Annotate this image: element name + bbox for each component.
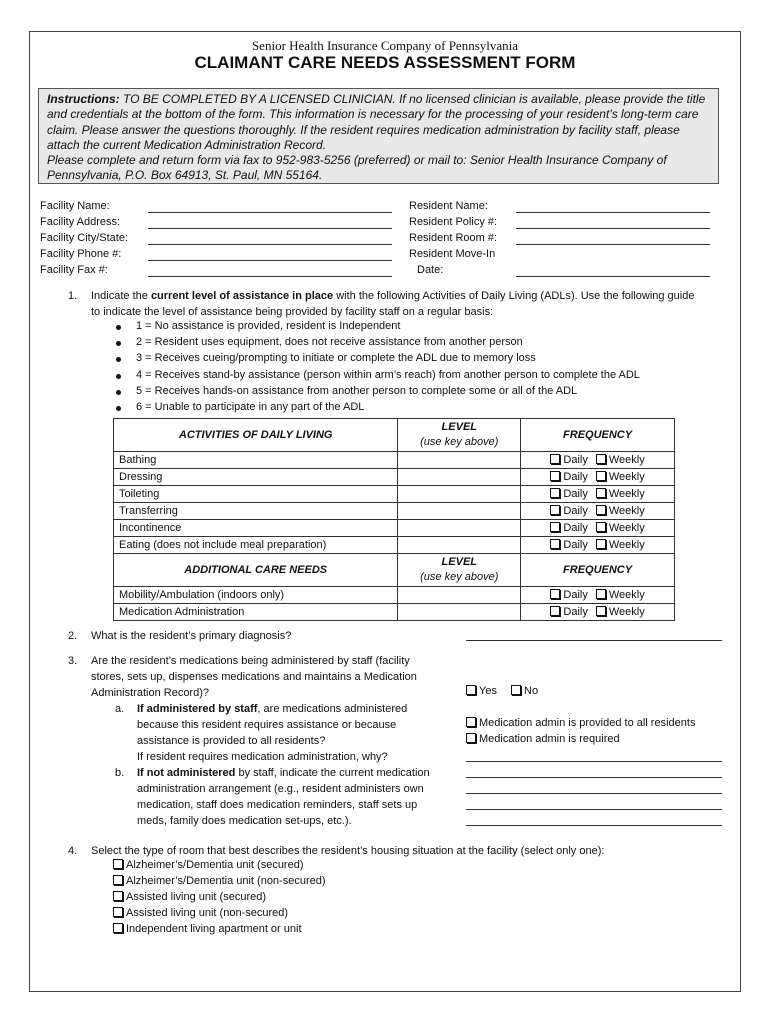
- daily-checkbox[interactable]: [550, 471, 560, 481]
- daily-checkbox[interactable]: [550, 488, 560, 498]
- facility-name-field[interactable]: [148, 212, 392, 213]
- daily-checkbox[interactable]: [550, 505, 560, 515]
- q4-number: 4.: [68, 845, 78, 857]
- key-item: 4 = Receives stand-by assistance (person within arm’s reach) from another person to complete the ADL: [136, 369, 640, 381]
- q2-number: 2.: [68, 630, 78, 642]
- care-need-name: Mobility/Ambulation (indoors only): [114, 587, 398, 604]
- facility-fax-field[interactable]: [148, 276, 392, 277]
- yes-option[interactable]: Yes: [466, 685, 497, 697]
- frequency-column-header: FREQUENCY: [521, 554, 675, 587]
- key-item: 2 = Resident uses equipment, does not receive assistance from another person: [136, 336, 523, 348]
- weekly-checkbox[interactable]: [596, 589, 606, 599]
- weekly-checkbox[interactable]: [596, 488, 606, 498]
- q3b-line2: administration arrangement (e.g., resident administers own: [137, 783, 424, 795]
- q3-line2: stores, sets up, dispenses medications and maintains a Medication: [91, 671, 417, 683]
- q3b-line1: If not administered by staff, indicate the current medication: [137, 767, 430, 779]
- level-cell[interactable]: [398, 452, 521, 469]
- q3a-line3: assistance is provided to all residents?: [137, 735, 326, 747]
- q1-bold: current level of assistance in place: [150, 290, 334, 302]
- level-cell[interactable]: [398, 537, 521, 554]
- key-item: 5 = Receives hands-on assistance from another person to complete some or all of the ADL: [136, 385, 577, 397]
- resident-movein-label: Resident Move-In: [409, 248, 496, 260]
- daily-checkbox[interactable]: [550, 522, 560, 532]
- form-title: CLAIMANT CARE NEEDS ASSESSMENT FORM: [194, 53, 576, 72]
- level-cell[interactable]: [398, 587, 521, 604]
- resident-movein-date-label: Date:: [417, 264, 444, 276]
- resident-policy-field[interactable]: [516, 228, 710, 229]
- yes-checkbox[interactable]: [466, 685, 476, 695]
- room-checkbox[interactable]: [113, 875, 123, 885]
- level-cell[interactable]: [398, 604, 521, 621]
- q1-number: 1.: [68, 290, 78, 302]
- room-option[interactable]: Alzheimer’s/Dementia unit (secured): [113, 859, 304, 871]
- no-checkbox[interactable]: [511, 685, 521, 695]
- frequency-column-header: FREQUENCY: [521, 419, 675, 452]
- table-row: Bathing Daily Weekly: [114, 452, 675, 469]
- q3-number: 3.: [68, 655, 78, 667]
- adl-header-row: [114, 419, 675, 452]
- admin-why-field[interactable]: [466, 761, 722, 762]
- facility-city-label: Facility City/State:: [40, 232, 129, 244]
- q4-text: Select the type of room that best describes the resident’s housing situation at the facility (select only one):: [91, 845, 605, 857]
- additional-header-row: [114, 554, 675, 587]
- arrangement-field-2[interactable]: [466, 793, 722, 794]
- table-row: Toileting Daily Weekly: [114, 486, 675, 503]
- key-item: 6 = Unable to participate in any part of the ADL: [136, 401, 364, 413]
- adl-name: Toileting: [114, 486, 398, 503]
- q3-line3: Administration Record)?: [91, 687, 209, 699]
- facility-phone-label: Facility Phone #:: [40, 248, 122, 260]
- weekly-checkbox[interactable]: [596, 454, 606, 464]
- resident-room-label: Resident Room #:: [409, 232, 498, 244]
- level-cell[interactable]: [398, 503, 521, 520]
- adl-name: Incontinence: [114, 520, 398, 537]
- weekly-checkbox[interactable]: [596, 539, 606, 549]
- table-row: Incontinence Daily Weekly: [114, 520, 675, 537]
- room-checkbox[interactable]: [113, 891, 123, 901]
- room-option[interactable]: Alzheimer’s/Dementia unit (non-secured): [113, 875, 326, 887]
- q3b-line4: meds, family does medication set-ups, etc.).: [137, 815, 352, 827]
- adl-name: Bathing: [114, 452, 398, 469]
- room-checkbox[interactable]: [113, 923, 123, 933]
- facility-address-field[interactable]: [148, 228, 392, 229]
- level-cell[interactable]: [398, 469, 521, 486]
- arrangement-field-1[interactable]: [466, 777, 722, 778]
- care-need-name: Medication Administration: [114, 604, 398, 621]
- daily-checkbox[interactable]: [550, 454, 560, 464]
- arrangement-field-4[interactable]: [466, 825, 722, 826]
- room-option[interactable]: Independent living apartment or unit: [113, 923, 302, 935]
- no-option[interactable]: No: [511, 685, 538, 697]
- instructions-label: Instructions:: [47, 92, 120, 106]
- facility-city-field[interactable]: [148, 244, 392, 245]
- table-row: Mobility/Ambulation (indoors only) Daily Weekly: [114, 587, 675, 604]
- adl-name: Dressing: [114, 469, 398, 486]
- level-cell[interactable]: [398, 486, 521, 503]
- q1-text-line2: to indicate the level of assistance being provided by facility staff on a regular basis:: [91, 306, 494, 318]
- adl-column-header: ACTIVITIES OF DAILY LIVING: [114, 419, 398, 452]
- facility-phone-field[interactable]: [148, 260, 392, 261]
- admin-required-option[interactable]: Medication admin is required: [466, 733, 620, 745]
- weekly-checkbox[interactable]: [596, 522, 606, 532]
- resident-room-field[interactable]: [516, 244, 710, 245]
- resident-name-label: Resident Name:: [409, 200, 488, 212]
- admin-required-checkbox[interactable]: [466, 733, 476, 743]
- q3b-line3: medication, staff does medication reminders, staff sets up: [137, 799, 418, 811]
- room-checkbox[interactable]: [113, 859, 123, 869]
- admin-all-checkbox[interactable]: [466, 717, 476, 727]
- level-column-header: LEVEL (use key above): [398, 554, 521, 587]
- adl-name: Transferring: [114, 503, 398, 520]
- q1-text: [91, 288, 731, 304]
- instructions-text: TO BE COMPLETED BY A LICENSED CLINICIAN. If no licensed clinician is available, please provide the title and credentials at the bottom of the form. This information is necessary for the processing of your resident’s long-term care claim. Please answer the questions thoroughly. If the resident requires medication administration by facility staff, please attach the current Medication Administration Record.: [47, 92, 706, 152]
- arrangement-field-3[interactable]: [466, 809, 722, 810]
- daily-checkbox[interactable]: [550, 539, 560, 549]
- q3a-line4: If resident requires medication administration, why?: [137, 751, 388, 763]
- adl-table: [113, 418, 675, 621]
- daily-checkbox[interactable]: [550, 589, 560, 599]
- key-item: 1 = No assistance is provided, resident is Independent: [136, 320, 400, 332]
- level-column-header: LEVEL (use key above): [398, 419, 521, 452]
- weekly-checkbox[interactable]: [596, 505, 606, 515]
- q1-pre: Indicate the: [91, 290, 151, 302]
- key-item: 3 = Receives cueing/prompting to initiate or complete the ADL due to memory loss: [136, 352, 536, 364]
- company-name: Senior Health Insurance Company of Pennsylvania: [251, 38, 519, 53]
- q3a-label: a.: [115, 703, 125, 715]
- q3b-label: b.: [115, 767, 125, 779]
- resident-name-field[interactable]: [516, 212, 710, 213]
- instructions-return-text: Please complete and return form via fax to 952-983-5256 (preferred) or mail to: Senior Health Insurance Company of Pennsylvania, P.O. Box 64913, St. Paul, MN 55164.: [47, 153, 667, 183]
- facility-address-label: Facility Address:: [40, 216, 121, 228]
- weekly-checkbox[interactable]: [596, 606, 606, 616]
- resident-policy-label: Resident Policy #:: [409, 216, 498, 228]
- table-row: Transferring Daily Weekly: [114, 503, 675, 520]
- q3a-line2: because this resident requires assistance or because: [137, 719, 397, 731]
- q2-text: What is the resident’s primary diagnosis?: [91, 630, 292, 642]
- diagnosis-field[interactable]: [466, 640, 722, 641]
- daily-checkbox[interactable]: [550, 606, 560, 616]
- instructions-box: [38, 88, 719, 184]
- table-row: Dressing Daily Weekly: [114, 469, 675, 486]
- weekly-checkbox[interactable]: [596, 471, 606, 481]
- room-option[interactable]: Assisted living unit (non-secured): [113, 907, 288, 919]
- q3a-line1: If administered by staff, are medications administered: [137, 703, 408, 715]
- table-row: Eating (does not include meal preparation) Daily Weekly: [114, 537, 675, 554]
- table-row: Medication Administration Daily Weekly: [114, 604, 675, 621]
- facility-fax-label: Facility Fax #:: [40, 264, 108, 276]
- adl-name: Eating (does not include meal preparation): [114, 537, 398, 554]
- admin-all-option[interactable]: Medication admin is provided to all residents: [466, 717, 695, 729]
- level-cell[interactable]: [398, 520, 521, 537]
- room-option[interactable]: Assisted living unit (secured): [113, 891, 266, 903]
- q3-line1: Are the resident’s medications being administered by staff (facility: [91, 655, 410, 667]
- room-checkbox[interactable]: [113, 907, 123, 917]
- resident-movein-field[interactable]: [516, 276, 710, 277]
- additional-care-column-header: ADDITIONAL CARE NEEDS: [114, 554, 398, 587]
- q1-post: with the following Activities of Daily Living (ADLs). Use the following guide: [333, 290, 695, 302]
- facility-name-label: Facility Name:: [40, 200, 110, 212]
